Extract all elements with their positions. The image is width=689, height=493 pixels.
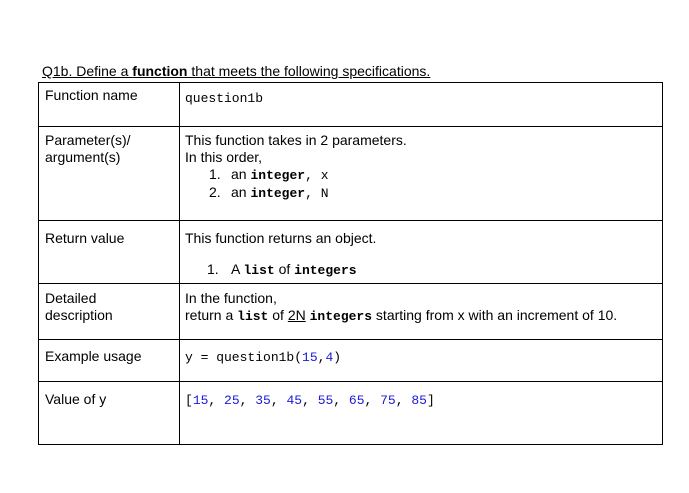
result-value: 15 (192, 393, 209, 408)
row-return-value (39, 221, 663, 284)
return-item: 1. A list of integers (207, 261, 357, 278)
result-value: 75 (380, 393, 396, 408)
parameters-list (185, 166, 662, 202)
list-separator: , (270, 393, 287, 408)
list-separator: , (364, 393, 381, 408)
row-example-usage (39, 340, 663, 382)
heading-suffix: that meets the following specifications. (187, 63, 431, 79)
parameter-item: 1. an integer, x (209, 166, 329, 183)
label-detailed-description (39, 284, 180, 340)
label-parameters-line1: Parameter(s)/ (45, 132, 131, 148)
list-separator: , (333, 393, 349, 408)
specification-table (38, 82, 663, 445)
row-detailed-description (39, 284, 663, 340)
list-open-bracket: [ (185, 393, 193, 408)
label-function-name: Function name (39, 83, 180, 127)
value-example-usage (180, 340, 663, 382)
result-value: 55 (317, 393, 334, 408)
result-value: 65 (348, 393, 365, 408)
description-line2: return a list of 2N integers starting from x with an increment of 10. (185, 307, 618, 324)
row-parameters (39, 127, 663, 221)
label-detailed-line1: Detailed (45, 290, 97, 306)
value-detailed-description (180, 284, 663, 340)
result-value: 45 (286, 393, 303, 408)
label-parameters (39, 127, 180, 221)
label-parameters-line2: argument(s) (45, 149, 121, 165)
label-return-value: Return value (39, 221, 180, 284)
parameter-item: 2. an integer, N (209, 184, 329, 201)
value-value-of-y (180, 382, 663, 445)
parameters-order: In this order, (185, 149, 263, 165)
result-list (185, 393, 435, 408)
value-return-value (180, 221, 663, 284)
row-function-name (39, 83, 663, 127)
list-close-bracket: ] (426, 393, 435, 408)
label-example-usage: Example usage (39, 340, 180, 382)
function-name-code: question1b (185, 91, 264, 106)
list-separator: , (239, 393, 256, 408)
list-separator: , (302, 393, 318, 408)
label-value-of-y: Value of y (39, 382, 180, 445)
label-detailed-line2: description (45, 307, 113, 323)
row-value-of-y (39, 382, 663, 445)
list-separator: , (208, 393, 225, 408)
result-value: 35 (255, 393, 271, 408)
heading-prefix: Q1b. Define a (42, 63, 133, 79)
question-heading (42, 63, 430, 79)
example-code: y = question1b(15,4) (185, 350, 342, 365)
result-value: 85 (411, 393, 427, 408)
description-line1: In the function, (185, 290, 277, 306)
return-intro: This function returns an object. (185, 230, 377, 246)
value-function-name (180, 83, 663, 127)
result-value: 25 (224, 393, 240, 408)
parameters-intro: This function takes in 2 parameters. (185, 132, 407, 148)
value-parameters (180, 127, 663, 221)
heading-bold-word: function (132, 63, 188, 79)
list-separator: , (395, 393, 412, 408)
